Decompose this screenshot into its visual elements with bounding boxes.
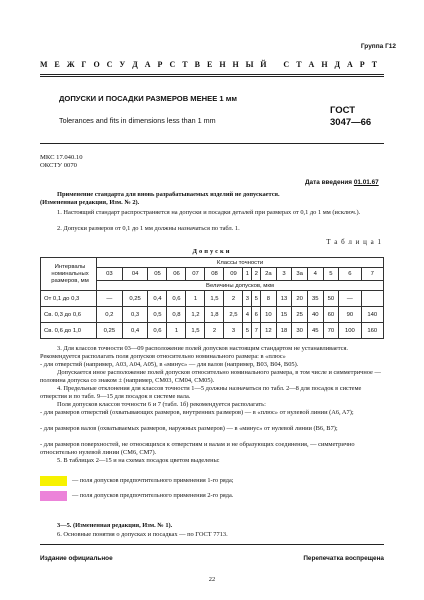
table-row-label: Св. 0,3 до 0,6 <box>41 307 97 323</box>
note-change-2 <box>40 522 384 530</box>
classification-codes <box>40 154 83 170</box>
standard-title-letter: А <box>308 60 323 69</box>
table-class-header: 7 <box>361 268 383 281</box>
table-class-header: 4 <box>307 268 323 281</box>
standard-title-letter: Г <box>81 60 96 69</box>
standard-title-letter: Н <box>321 60 337 69</box>
table-cell: 70 <box>323 323 339 339</box>
footer-official: Издание официальное <box>40 555 113 562</box>
standard-title-letter: С <box>283 60 298 69</box>
intro-date-value: 01.01.67 <box>353 179 379 186</box>
table-cell <box>361 291 383 307</box>
legend-pink-text: — поля допусков предпочтительного применения 2-го ряда. <box>72 492 234 499</box>
note-change-2-text: 3—5. (Измененная редакция, Изм. № 1). <box>57 522 173 529</box>
standard-title-letter: С <box>106 60 122 69</box>
table-class-header: 03 <box>97 268 123 281</box>
standard-title-letter: Т <box>296 60 311 69</box>
table-cell: 1,5 <box>186 323 205 339</box>
table-cell: 0,4 <box>148 291 167 307</box>
footer-rule <box>40 544 384 545</box>
table-cell: — <box>97 291 123 307</box>
mks-code: МКС 17.040.10 <box>40 154 83 161</box>
para-4c: - для размеров валов (охватываемых размеров, наружных размеров) — в «минус» от нулевой линии (B6, B7); <box>40 425 338 432</box>
table-caption: Допуски <box>192 248 232 255</box>
table-cell: 35 <box>307 291 323 307</box>
group-code: Группа Г12 <box>360 43 396 50</box>
table-cell: 1,2 <box>186 307 205 323</box>
table-cell: 13 <box>276 291 292 307</box>
table-class-header: 1 <box>243 268 252 281</box>
standard-title-letter: Ы <box>245 60 263 69</box>
table-cell: 2 <box>224 291 243 307</box>
table-cell: 3 <box>243 291 252 307</box>
table-cell: 90 <box>339 307 361 323</box>
standard-title-letter: А <box>144 60 160 69</box>
standard-title-letter: А <box>346 60 362 69</box>
table-class-header: 3а <box>292 268 308 281</box>
doc-title: ДОПУСКИ И ПОСАДКИ РАЗМЕРОВ МЕНЕЕ 1 мм <box>59 94 237 103</box>
table-cell: 6 <box>252 307 261 323</box>
table-row-label: Св. 0,6 до 1,0 <box>41 323 97 339</box>
title-rule <box>40 143 384 144</box>
para-3a: - для отверстий (например, A03, A04, A05), в «минус» — для валов (например, B03, B04, B05). <box>40 361 299 368</box>
para-2: 2. Допуски размеров от 0,1 до 1 мм должны назначаться по табл. 1. <box>57 225 240 232</box>
gost-code: 3047—66 <box>330 117 372 128</box>
table-class-header: 2 <box>252 268 261 281</box>
table-cell: 25 <box>292 307 308 323</box>
standard-title-letter: Д <box>132 60 147 69</box>
standard-title-letter: Р <box>359 60 374 69</box>
table-class-header: 06 <box>167 268 186 281</box>
okstu-code: ОКСТУ 0070 <box>40 162 77 169</box>
table-cell: 0,6 <box>148 323 167 339</box>
standard-title-letter: Е <box>206 60 221 69</box>
table-cell: 60 <box>323 307 339 323</box>
table-class-header: 5 <box>323 268 339 281</box>
table-cell: 0,6 <box>167 291 186 307</box>
table-cell: 140 <box>361 307 383 323</box>
standard-title-letter: Н <box>219 60 235 69</box>
table-cell: 1,5 <box>205 291 224 307</box>
table-label: Т а б л и ц а 1 <box>326 238 382 246</box>
intro-date <box>305 179 379 186</box>
standard-title-letter: Д <box>334 60 349 69</box>
para-3b: Допускается иное расположение полей допусков относительно номинального размера, в том числе и симметричное — половина допуска со знаком ± (например, CM03, CM04, CM05). <box>40 369 381 384</box>
para-6: 6. Основные понятия о допусках и посадках — по ГОСТ 7713. <box>57 531 228 538</box>
table-class-header: 2а <box>261 268 277 281</box>
note-application: Применение стандарта для вновь разрабатываемых изделий не допускается. <box>57 191 280 198</box>
table-cell: 7 <box>252 323 261 339</box>
table-cell: 0,3 <box>122 307 148 323</box>
table-cell: 4 <box>243 307 252 323</box>
table-header-intervals: Интервалы номинальных размеров, мм <box>41 258 97 291</box>
footer-reprint: Перепечатка воспрещена <box>303 555 384 562</box>
header-rule-thick <box>40 76 384 77</box>
table-row-label: От 0,1 до 0,3 <box>41 291 97 307</box>
table-cell: 0,4 <box>122 323 148 339</box>
doc-title-en: Tolerances and fits in dimensions less than 1 mm <box>59 116 216 125</box>
para-3: 3. Для классов точности 03—09 расположение полей допусков настоящим стандартом не устанавливается. Рекомендуется располагать поля допусков относительно номинального размера: в «плюс» <box>40 345 348 360</box>
table-cell: 20 <box>292 291 308 307</box>
standard-title-letter: Й <box>260 60 276 69</box>
table-cell: 8 <box>261 291 277 307</box>
table-cell: 50 <box>323 291 339 307</box>
table-cell: 18 <box>276 323 292 339</box>
table-cell: 5 <box>252 291 261 307</box>
intro-date-label: Дата введения <box>305 179 353 186</box>
standard-title-letter: О <box>93 60 109 69</box>
standard-title-letter: Т <box>371 60 386 69</box>
para-4b: - для размеров отверстий (охватывающих размеров, внутренних размеров) — в «плюс» от нулевой линии (A6, A7); <box>40 409 354 416</box>
table-cell: 10 <box>261 307 277 323</box>
table-class-header: 3 <box>276 268 292 281</box>
table-row <box>41 323 384 339</box>
table-cell: 1 <box>167 323 186 339</box>
table-cell: 12 <box>261 323 277 339</box>
para-4d: - для размеров поверхностей, не относящихся к отверстиям и валам и не образующих соединения, — симметрично относительно нулевой линии (CM6, CM7). <box>40 441 355 456</box>
table-cell: 40 <box>307 307 323 323</box>
standard-title-letter: Е <box>54 60 69 69</box>
table-cell: 100 <box>339 323 361 339</box>
page-number: 22 <box>208 576 216 583</box>
table-row <box>41 307 384 323</box>
table-header-classes: Классы точности <box>97 258 384 268</box>
legend-yellow-swatch <box>40 476 67 486</box>
table-class-header: 07 <box>186 268 205 281</box>
standard-title-letter: В <box>194 60 209 69</box>
standard-title-letter: Т <box>182 60 197 69</box>
standard-title-letter: У <box>119 60 134 69</box>
table-cell: 15 <box>276 307 292 323</box>
table-cell: — <box>339 291 361 307</box>
table-cell: 1,8 <box>205 307 224 323</box>
standard-title-letter: Р <box>157 60 172 69</box>
para-1: 1. Настоящий стандарт распространяется на допуски и посадки деталей при размерах от 0,1 до 1 мм (исключ.). <box>57 209 361 216</box>
table-cell: 2,5 <box>224 307 243 323</box>
table-class-header: 6 <box>339 268 361 281</box>
table-cell: 3 <box>224 323 243 339</box>
table-cell: 0,5 <box>148 307 167 323</box>
table-class-header: 04 <box>122 268 148 281</box>
standard-title-letter: С <box>169 60 184 69</box>
standard-title-letter: М <box>40 60 57 69</box>
table-header-values: Величины допусков, мкм <box>97 281 384 291</box>
table-cell: 45 <box>307 323 323 339</box>
table-cell: 1 <box>186 291 205 307</box>
legend-yellow-text: — поля допусков предпочтительного применения 1-го ряда; <box>72 477 234 484</box>
standard-title-letter <box>273 60 283 69</box>
table-cell: 30 <box>292 323 308 339</box>
table-cell: 0,25 <box>122 291 148 307</box>
para-5: 5. В таблицах 2—15 и на схемах посадок цветом выделены: <box>57 457 220 464</box>
table-cell: 0,25 <box>97 323 123 339</box>
table-class-header: 05 <box>148 268 167 281</box>
table-cell: 160 <box>361 323 383 339</box>
table-class-header: 09 <box>224 268 243 281</box>
table-cell: 2 <box>205 323 224 339</box>
legend-pink-swatch <box>40 491 67 501</box>
note-change: (Измененная редакция, Изм. № 2). <box>40 199 140 206</box>
standard-title <box>40 60 384 69</box>
table-cell: 0,2 <box>97 307 123 323</box>
para-4: 4. Предельные отклонения для классов точности 1—5 должны назначаться по табл. 2—8 для посадок в системе отверстия и по табл. 9—15 для посадок в системе вала. <box>40 385 362 400</box>
gost-label: ГОСТ <box>330 105 356 116</box>
standard-title-letter: Н <box>232 60 248 69</box>
para-4a: Поля допусков классов точности 6 и 7 (табл. 1б) рекомендуется располагать: <box>57 401 266 408</box>
standard-title-letter: Ж <box>66 60 84 69</box>
table-row <box>41 291 384 307</box>
header-rule <box>40 74 384 75</box>
tolerance-table <box>40 257 384 339</box>
gost-number <box>330 105 371 129</box>
table-cell: 0,8 <box>167 307 186 323</box>
table-class-header: 08 <box>205 268 224 281</box>
table-cell: 5 <box>243 323 252 339</box>
